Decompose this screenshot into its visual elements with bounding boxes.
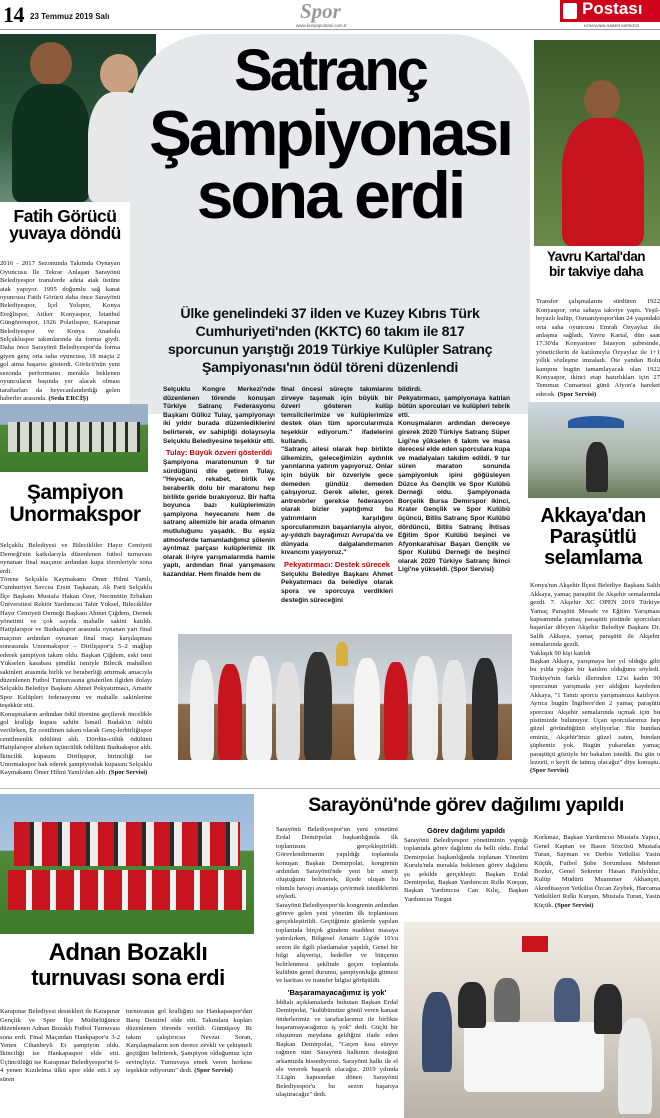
sampiyon-title-line1: Şampiyon: [26, 481, 124, 504]
main-col3-body: bildirdi. Pekyatırmacı, şampiyonaya katılan bütün sporcuları ve kulüpleri tebrik etti. Konuşmaların ardından dereceye girerek 2020 Türkiye Satranç Süper Ligi'ne yükselen 6 takım ve masa derecesi elde eden sporculara kupa ve madalyaları takdim edildi. 9 tur süren maraton sonunda şampiyonluk ipini göğüsleyen Düzce As Gençlik ve Spor Kulübü Derneği oldu. Şampiyonada Borçelik Bursa Demirspor ikinci, Krater Gençlik ve Spor Kulübü üçüncü, Bitlis Satranç Spor Kulübü dördüncü, Bitlis Satranç İhtisas Eğitim Spor Kulübü beşinci ve Afyonkarahisar Başarı Gençlik ve Spor Kulübü Derneği de beşinci olarak 2020 Türkiye Satranç İkinci Ligi'ne yükseldi.: [398, 386, 510, 574]
akkaya-photo: [528, 402, 660, 498]
sarayonu-col2-text: Sarayönü Belediyespor yönetiminin yaptığı toplantıda görev dağılımı da belli oldu. Erdal Demirpolat başkanlığında toplanan Yönetim Kurulu'nda merakla beklenen görev dağılımı şu şekilde gerçekleşti: Başkan Erdal Demirpolat, Başkan Yardımcısı Rıfkı Kurşun, Başkan Yardımcısı Can Kılıç, Başkan Yardımcısı Turgut: [404, 837, 528, 903]
adnan-col2-text: turnuvanın gol krallığını ise Hankapaspor'dan Barış Demirel elde etti. Takımlara kupları düzenlenen törende verildi. Gümüşsoy Rt takım çalıştırıcısı Nevzat Soran, Karşılaşmaların son derece zevkli ve çekişmeli geçtiğini belirterek, Şampiyon olduğumuz için sevinçliyiz. Turnuvaya emek veren herkese teşekkür ediyorum" dedi.: [126, 1008, 252, 1075]
adnan-col2: [126, 1000, 252, 1110]
akkaya-credit: (Spor Servisi): [530, 767, 569, 775]
akkaya-title-line2: Paraşütlü: [549, 526, 637, 548]
main-col2b-text: Selçuklu Belediye Başkanı Ahmet Pekyatırmacı da belediye olarak spora ve sporcuya verdikleri desteğin süreceğini: [281, 570, 393, 604]
ceremony-person: [442, 660, 466, 760]
sarayonu-col2: [404, 826, 528, 910]
adnan-title-line2: turnuvası sona erdi: [31, 965, 225, 990]
akkaya-body: [530, 574, 660, 784]
brand-logo: [560, 0, 660, 22]
main-col1-subhead: Tulay: Büyük özveri gösterildi: [165, 448, 273, 458]
yavru-title: [532, 250, 660, 279]
yavru-body: [536, 290, 660, 402]
main-headline-line3: sona erdi: [196, 158, 464, 232]
section-divider: [0, 788, 660, 789]
main-col1-text: Selçuklu Kongre Merkezi'nde düzenlenen törende konuşan Türkiye Satranç Federasyonu Başkanı Gülkız Tulay, şampiyonayı iki yıldır burada düzenlediklerini belirterek, ev sahipliği dolayısıyla Selçuklu Belediyesine teşekkür etti.: [163, 386, 275, 445]
team-row: [8, 422, 140, 452]
ceremony-person: [246, 656, 272, 760]
ceremony-person: [412, 656, 438, 760]
fatih-credit: (Seda ERCİŞ): [48, 394, 89, 402]
page-header: [0, 0, 660, 30]
sarayonu-col2-subhead: Görev dağılımı yapıldı: [427, 826, 505, 835]
main-col1: [163, 386, 275, 636]
akkaya-title: [526, 506, 660, 569]
sampiyon-title-line2: Unormakspor: [9, 503, 141, 526]
player-jersey: [12, 84, 90, 202]
ceremony-person: [190, 660, 214, 760]
yavru-credit: (Spor Servisi): [557, 390, 597, 398]
adnan-photo: [0, 794, 254, 934]
team-front-row: [8, 870, 246, 910]
logo-emblem-icon: [563, 3, 577, 19]
flag-icon: [522, 936, 548, 952]
main-credit: (Spor Servisi): [450, 566, 494, 574]
unormakspor-photo: [0, 404, 148, 472]
yavru-text: Transfer çalışmalarını sürdüren 1922 Konyaspor, orta sahaya takviye yaptı. Yeşil-beyazlı kulüp, Osmaniyespor'dan 24 yaşındaki orta saha oyuncusu Emrah Özyaylaz ile anlaşma sağladı. Yavru Kartal, dün saat 17.30'da Konyastore İstasyon şubesinde, yöneticilerin de katılımıyla Özyaylaz ile 1+1 yıllık sözleşme imzaladı. Öte yandan Bolu kampını bugün tamamlayacak olan 1922 Konyaspor, ikinci etap hazırlıkları için 27 Temmuz Cumartesi günü Afyon'a hareket edecek.: [536, 298, 660, 398]
sarayonu-col1b-text: İddialı açıklamalarda bulunan Başkan Erdal Demirpolat, "kulübümüze gönül veren kanaat önderlerimiz ve taraftarlarımız ile birlikte başaramayacağımız iş yok" dedi. Güçlü bir oluşumun meydana geldiğini ifade eden Başkan Demirpolat, "Geçen kısa süreye rağmen tüm Sarayönü halkının desteğini arkamızda hissediyoruz. Sarayönü halkı ile el ele vererek başarılı olacağız. 2019 yılında 3.Ligin kapısından dönen Sarayönü Belediyespor'u bu sezon başarıya ulaştıracağız" dedi.: [276, 998, 398, 1099]
trophy-icon: [336, 642, 348, 666]
akkaya-title-line3: selamlama: [544, 547, 642, 569]
main-col3: [398, 386, 510, 636]
logo-tagline: KONYA'NIN HABER MERKEZİ: [584, 23, 640, 28]
meeting-person: [422, 992, 452, 1072]
ceremony-person: [276, 662, 300, 760]
fatih-title-line1: Fatih Görücü: [13, 206, 117, 226]
sarayonu-col3-text: Korkmaz, Başkan Yardımcısı Mustafa Yapıcı, Genel Kaptan ve Basın Sözcüsü Mustafa Turan, Sayman ve Derbis Yetkilisi Yasin Küçük, Futbol Şube Sorumlusu Mehmet Bozkır, Genel Sekreter Hasan Parılyıldız, Kulüp Müdürü Muammer Akhançer, Akreditasyon Yetkilisi Özcan Zeybek, Harcama Yetkilileri Rıfkı Kurşun, Mustafa Turan, Yasin Küçük.: [534, 834, 660, 909]
page-url: www.konyapostasi.com.tr: [296, 23, 347, 28]
main-headline-line2: Şampiyonası: [149, 97, 511, 169]
main-headline: [130, 38, 530, 232]
adnan-credit: (Spor Servisi): [194, 1067, 233, 1075]
adnan-col1-text: Karapınar Belediyesi destekleri ile Karapınar Gençlik ve Spor İlçe Müdürlüğünce düzenlenen Adnan Bozaklı Futbol Turnuvası sona erdi. Final Maçından Hankpapor'u 3-2 Yenen Cihanbeyli Et şampiyon oldu. İkinciliği ise Hankapaspor elde etti. Üçüncülüğü ise Karapınar Belediyespor'ni 6-4 yenen Kızılelma ülkü spor elde etti.1 ay süren: [0, 1008, 120, 1083]
sampiyon-body: [0, 534, 152, 782]
ceremony-person: [218, 664, 242, 760]
ceremony-person: [472, 658, 498, 760]
sampiyon-text: Selçuklu Belediyesi ve Bilecikliler Hayır Cemiyeti Derneği'nin katkılarıyla düzenlenen futbol turnuvası oynanan final maçının ardından kupa törenleriyle sona erdi. Törene Selçuklu Kaymakamı Ömer Hilmi Yamlı, Cumhuriyet Savcısı Ersin Taşkazan, Ak Parti Selçuklu İlçe Başkanı Mustafa Hakan Özer, Necmettin Erbakan Üniversitesi Rektör Yardımcısı Tahir Yüksel, Bilecikliler Hayır Cemiyeti Derneği Başkanı Ahmet Çiğdem, Dernek yönetimi ve çok sayıda mahalle sakini katıldı. Hatiplarspor ve Buduakspor arasında oynanan yarı final maçının ardından oynanan final maçı karşılaşması sonrasında Unormakspor – Dirilişspor'u 5–2 mağlup ederek şampiyon takım oldu. Başkan Çiğdem, eski ismi Yükselen kasabası şimdiki ismiyle Bilecik mahallesi sakinleri arasında birlik ve beraberliği artırmak amacıyla düzenlenen Futbol Turnuvasına gösterilen ilgiden dolayı Selçuklu Belediye Başkanı Ahmet Pekyatırmacı, Amatör Spor Kulüpleri federasyonu ve mahalle sakinlerine teşekkür etti. Konuşmaların ardından ödül törenine geçilerek öncelikle gol krallığı kupası sahibi İsmail Budak'ın ödülü verilirken, En centilmen takım olarak Genç-lerbirliğispor centilmenlik ödülünü aldı. Dördün-cülük ödülünü Hatiplarspor alırken üçüncülük ödülünü Buduakspor aldı. İkincilik kupasını Dirilişspor, birinciliği ise Unormakspor hak ederek şampiyonluk kupasını Selçuklu Kaymakamı Ömer Hilmi Yamlı'dan aldı.: [0, 542, 152, 777]
fatih-title: [0, 208, 130, 242]
main-col2: [281, 386, 393, 636]
meeting-person: [594, 984, 622, 1034]
meeting-table: [464, 1022, 604, 1092]
akkaya-title-line1: Akkaya'dan: [540, 505, 646, 527]
main-subtitle: Ülke genelindeki 37 ilden ve Kuzey Kıbrıs Türk Cumhuriyeti'nden (KKTC) 60 takım ile 817 sporcunun yarıştığı 2019 Türkiye Kulüpler Satranç Şampiyonası'nın ödül töreni düzenlendi: [167, 306, 493, 376]
akkaya-text: Konya'nın Akşehir İlçesi Belediye Başkanı Salih Akkaya, yamaç paraşütü ile Akşehir semalarında gezdi. 7. Akşehir XC OPEN 2019 Türkiye Yamaç Paraşütü Mesafe ve Eğitim Yarışması kapsamında yamaç paraşütü pistinde sporcuları başarılar dileyen Akşehir Belediye Başkanı Dr. Salih Akkaya, yamaç paraşütü ile Akşehir semalarında gezdi. Yaklaşık 90 kişi katıldı Başkan Akkaya, yarışmaya her yıl olduğu gibi bu yılda yoğun bir katılım olduğunu söyledi. Türkiye'nin farklı illerinden 12'si kadın 90 sporcunun yarışmada yer aldığını kaydeden Akkaya, "1 Tanıtı sporcu yarışmamıza katılıyor. Ayrıca bugün İngiltere'den 2 yamaç paraşütü sporcusu Akşehir semalarında uçmak için bu pistimizde bulunuyor. Uçan sporcularımız hep güzel göründüğünü söyliyorlar. Biz bundan eminiz, Akşehir'imiz güzel zaten, bundan şüphemiz yok. Bugün yukarıdan yamaç paraşütçü gözüyle bir bakalım istedik. Bu gün o lezzeti, o keyfi de tatmış olacağız" diye konuştu.: [530, 582, 660, 766]
meeting-person: [458, 982, 486, 1028]
award-ceremony-photo: [178, 634, 512, 760]
main-col2-subhead: Pekyatırmacı: Destek sürecek: [284, 559, 390, 569]
yavru-title-line2: bir takviye daha: [548, 263, 644, 279]
ceremony-person: [384, 662, 408, 760]
main-col1b-text: Şampiyona maratonunun 9 tur sürdüğünü dile getiren Tulay, "Heyecan, rekabet, birlik ve beraberlik dolu bir maratonu hep birlikte geride bırakıyoruz. Bir hafta boyunca bazı kulüplerimizin şampiyona heyecanını hem de satranç ailemizle bir arada olmanın mutluluğunu yaşadık. Bu eşsiz atmosferde tamamladığımız şölenin ayrılmaz parçası kulüplerimiz ilk olarak il-iyre yarışmalarında hamle yaptı, ardından final yarışmasını kazandılar. Hem finalde hem de: [163, 459, 275, 578]
header-rule: [0, 29, 660, 30]
adnan-title: [0, 940, 256, 990]
adnan-col1: [0, 1000, 120, 1110]
ceremony-person: [304, 652, 332, 760]
pilot-figure: [586, 442, 608, 492]
page-number: 14: [3, 2, 24, 27]
sarayonu-col1-subhead: 'Başaramayacağımız iş yok': [287, 987, 387, 997]
sampiyon-title: [0, 482, 150, 526]
meeting-person: [494, 978, 520, 1022]
player-jersey: [562, 118, 644, 246]
sarayonu-title: Sarayönü'nde görev dağılımı yapıldı: [308, 794, 624, 816]
sarayonu-col3: [534, 826, 660, 920]
main-col3-text: [398, 386, 510, 575]
ceremony-person: [354, 658, 380, 760]
player-head: [584, 80, 620, 120]
player-figure: [30, 42, 72, 86]
sarayonu-col1: [276, 826, 398, 1116]
fatih-title-line2: yuvaya döndü: [9, 223, 121, 243]
meeting-person: [554, 978, 580, 1022]
meeting-photo: [404, 922, 660, 1118]
sampiyon-credit: (Spor Servisi): [108, 769, 148, 777]
page-date: 23 Temmuz 2019 Salı: [30, 12, 110, 21]
logo-text: Postası: [582, 0, 643, 18]
meeting-person: [618, 1018, 652, 1114]
main-headline-line1: Satranç: [234, 38, 426, 103]
section-title: Spor: [300, 0, 341, 23]
team-back-row: [14, 822, 240, 866]
paraglider-icon: [568, 416, 624, 428]
sarayonu-credit: (Spor Servisi): [554, 901, 594, 909]
fatih-body: [0, 252, 120, 402]
fatih-text: 2016 - 2017 Sezonunda Takımda Oynayan Oyuncusu İle Tekrar Anlaşan Sarayönü Belediyespor transferde adeta atak üstüne atak yapıyor. 1995 doğumlu sağ kanat oyuncusu Fatih Görücü daha önce Sarayönü Belediyespor, İçel Yolspor, Konya Ereğlispor, Atiker Konyaspor, İstanbul Güngörenspor, 1926 Polatlıspor, Karapınar Belediyespor ve Konya Anadolu Selçukluspor takımlarında da forma giydi. Daha önce Sarayönü Belediyespor'da forma giyen genç orta saha oyuncusu, 18 maçta 2 gol atma başarısı gösterdi. Görücü'nün yeni sezonda performansı merakla beklenen oyuncuların başında yer alacak olması taraftarları da heyecanlandırdığı gelen haberler arasında.: [0, 260, 120, 402]
main-col2-text: final öncesi süreçte takımlarını zirveye taşımak için büyük bir özveri gösteren kulüp temsilcilerimize ve kulüplerimize destek olan tüm sporcularımıza teşekkür ediyorum." ifadelerini kullandı. "Satranç ailesi olarak hep birlikte ülkemizin, geleceğimizin aydınlık yarınlarına yatırım yapıyoruz. Onlar için büyük bir özveriyle gece demeden gündüz demeden çalışıyoruz. Gerek aileler, gerek antrenörler gerekse federasyon olarak bizler yaptığımız bu yatırımların karşılığını sporcularımızın başarılarıyla alıyor, ay-yıldızlı bayrağımızı Avrupa'da ve dünyada dalgalandırmanın kıvancını yaşıyoruz.": [281, 386, 393, 557]
adnan-title-line1: Adnan Bozaklı: [48, 939, 208, 966]
yavru-photo: [534, 40, 660, 246]
sarayonu-col1-text: Sarayönü Belediyespor'un yeni yönetimi Erdal Demirpolat başkanlığında ilk toplantısını gerçekleştirildi. Görevlendirmenin yapıldığı toplantıda konuşan Başkan Demirpolat, kongrenin ardından Sarayönü'nde yeni bir sinerji oluştuğunu belirterek, ilçede oluşan bu olumlu havayı avantaja çevirmek istediklerini söyledi. Sarayönü Belediyespor'da kongrenin ardından göreve gelen yeni yönetim ilk toplantısını gerçekleştirildi. Geçtiğimiz günlerde yapılan toplantıda birçok gündem maddesi masaya yatırılırken, Bölgesel Amatör Lig'de 10'cu sezon ile ilgili planlamalar yapıldı, Genel bir bilgi alışverişi, hedefler ve bütçenin belirlenmesi şeklinde geçen toplantıda kulübün genel durumu, şampiyonluğa gitmesi ve haritası ve transfer bilgisi görüşüldü.: [276, 826, 398, 985]
yavru-title-line1: Yavru Kartal'dan: [546, 249, 645, 264]
